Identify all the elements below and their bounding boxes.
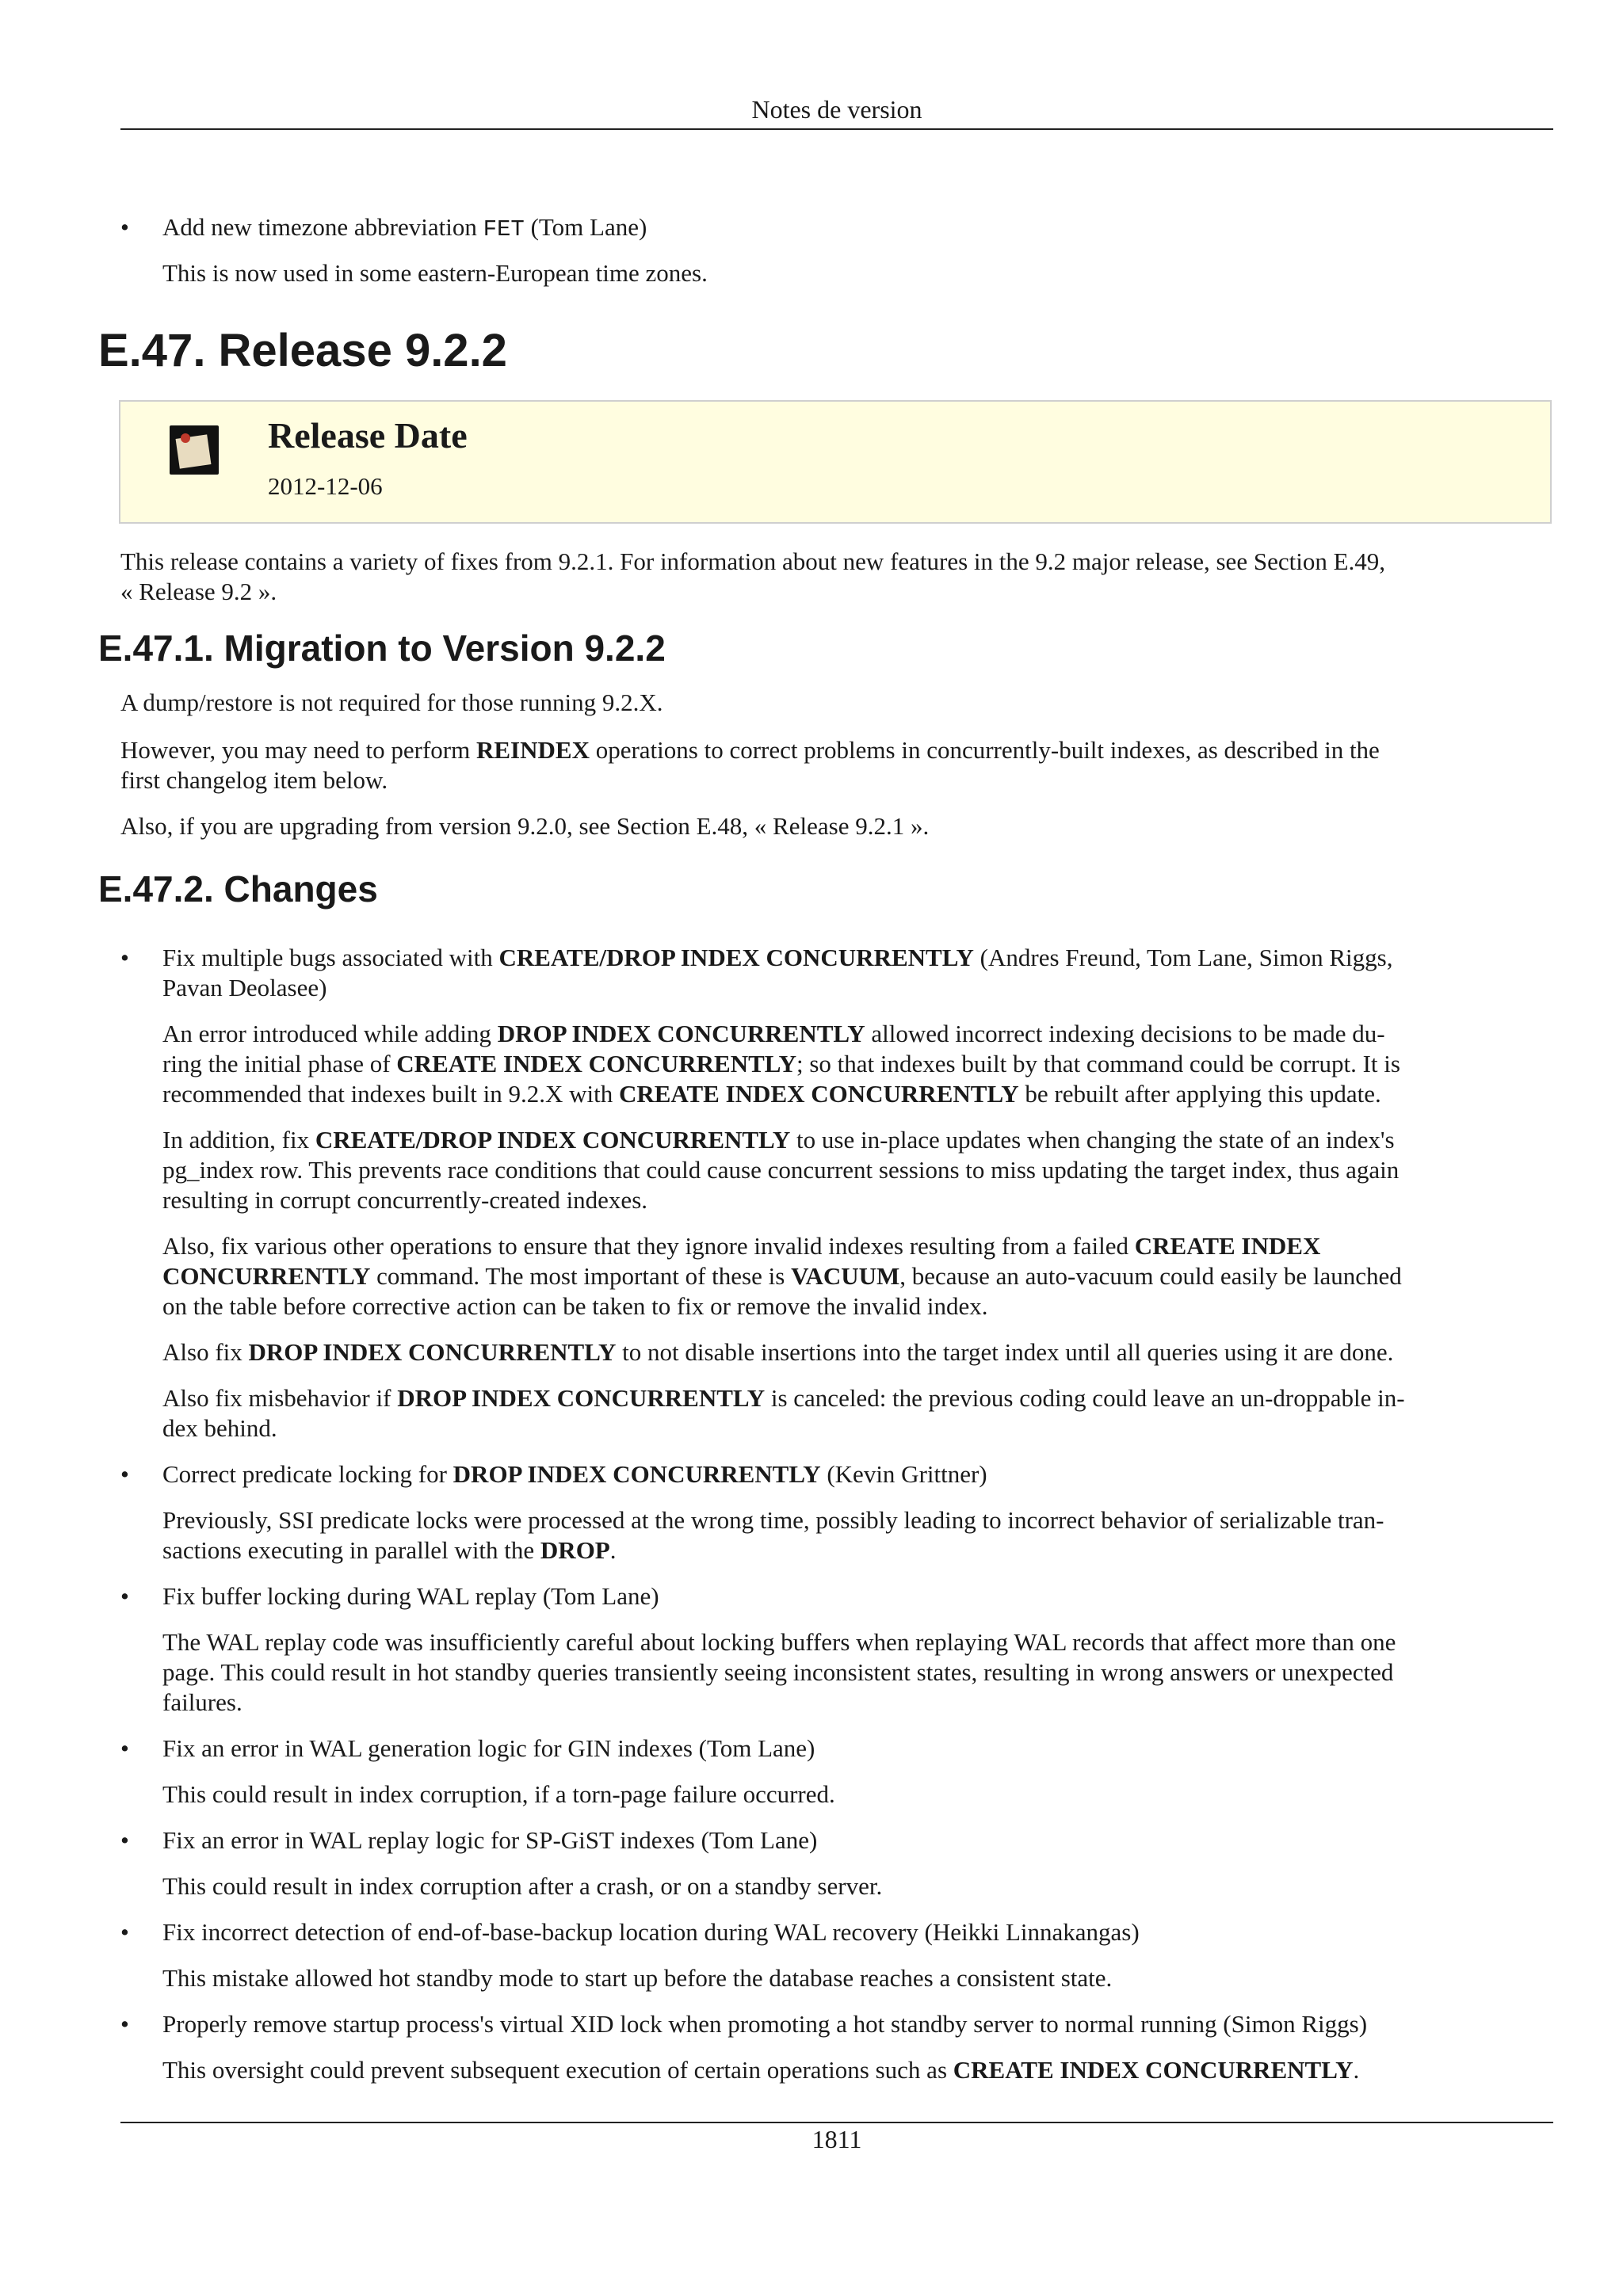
release-summary-line1: This release contains a variety of fixes from 9.2.1. For information about new features in the 9.2 major release, see Section E.49, xyxy=(120,547,1386,575)
release-summary-line2: « Release 9.2 ». xyxy=(120,578,277,605)
release-date-note xyxy=(119,400,1552,524)
bullet-marker: • xyxy=(120,2010,129,2038)
change-1-p5-line1: Also fix misbehavior if DROP INDEX CONCURRENTLY is canceled: the previous coding could leave an un-droppable in- xyxy=(162,1384,1405,1412)
migration-p3: Also, if you are upgrading from version 9.2.0, see Section E.48, « Release 9.2.1 ». xyxy=(120,812,930,840)
change-4-p: This could result in index corruption, if a torn-page failure occurred. xyxy=(162,1780,835,1808)
note-date: 2012-12-06 xyxy=(268,472,383,500)
change-1-p3-line1: Also, fix various other operations to ensure that they ignore invalid indexes resulting from a failed CREATE INDEX xyxy=(162,1232,1321,1260)
change-1-p2-line1: In addition, fix CREATE/DROP INDEX CONCURRENTLY to use in-place updates when changing the state of an index's xyxy=(162,1126,1395,1154)
change-7-p: This oversight could prevent subsequent execution of certain operations such as CREATE INDEX CONCURRENTLY. xyxy=(162,2056,1360,2084)
change-1-p3-line2: CONCURRENTLY command. The most important of these is VACUUM, because an auto-vacuum could easily be launched xyxy=(162,1262,1402,1290)
list-item-fet: Add new timezone abbreviation FET (Tom Lane) xyxy=(162,213,647,242)
page-number: 1811 xyxy=(812,2125,862,2153)
change-1-p1-line1: An error introduced while adding DROP INDEX CONCURRENTLY allowed incorrect indexing decisions to be made du- xyxy=(162,1020,1385,1047)
change-1-p1-line3: recommended that indexes built in 9.2.X with CREATE INDEX CONCURRENTLY be rebuilt after applying this update. xyxy=(162,1080,1381,1108)
subsection-title-changes: E.47.2. Changes xyxy=(98,868,378,910)
list-item-detail: This is now used in some eastern-European time zones. xyxy=(162,259,708,287)
code-fet: FET xyxy=(483,216,525,242)
migration-p1: A dump/restore is not required for those running 9.2.X. xyxy=(120,688,663,716)
subsection-title-migration: E.47.1. Migration to Version 9.2.2 xyxy=(98,627,666,669)
change-item-7: Properly remove startup process's virtual XID lock when promoting a hot standby server to normal running (Simon Riggs) xyxy=(162,2010,1368,2038)
change-item-4: Fix an error in WAL generation logic for GIN indexes (Tom Lane) xyxy=(162,1734,815,1762)
change-3-p-line1: The WAL replay code was insufficiently careful about locking buffers when replaying WAL records that affect more than one xyxy=(162,1628,1396,1656)
change-5-p: This could result in index corruption after a crash, or on a standby server. xyxy=(162,1872,883,1900)
change-3-p-line3: failures. xyxy=(162,1688,242,1716)
bullet-marker: • xyxy=(120,1918,129,1946)
change-2-p-line1: Previously, SSI predicate locks were processed at the wrong time, possibly leading to incorrect behavior of serializable tran- xyxy=(162,1506,1384,1534)
note-title: Release Date xyxy=(268,415,468,456)
change-1-p5-line2: dex behind. xyxy=(162,1414,277,1442)
bullet-marker: • xyxy=(120,213,129,241)
migration-p2-line2: first changelog item below. xyxy=(120,766,388,794)
change-2-p-line2: sactions executing in parallel with the DROP. xyxy=(162,1536,617,1564)
bullet-marker: • xyxy=(120,1826,129,1854)
bullet-marker: • xyxy=(120,1582,129,1610)
change-1-p3-line3: on the table before corrective action can be taken to fix or remove the invalid index. xyxy=(162,1292,988,1320)
bullet-marker: • xyxy=(120,1460,129,1488)
change-1-p2-line2: pg_index row. This prevents race conditions that could cause concurrent sessions to miss updating the target index, thus again xyxy=(162,1156,1400,1184)
change-item-5: Fix an error in WAL replay logic for SP-GiST indexes (Tom Lane) xyxy=(162,1826,818,1854)
change-1-p4: Also fix DROP INDEX CONCURRENTLY to not disable insertions into the target index until all queries using it are done. xyxy=(162,1338,1394,1366)
change-item-1-line1: Fix multiple bugs associated with CREATE/DROP INDEX CONCURRENTLY (Andres Freund, Tom Lane, Simon Riggs, xyxy=(162,944,1393,971)
running-header: Notes de version xyxy=(751,95,922,124)
change-item-1-line2: Pavan Deolasee) xyxy=(162,974,327,1001)
note-icon xyxy=(170,425,219,475)
change-3-p-line2: page. This could result in hot standby queries transiently seeing inconsistent states, resulting in wrong answers or unexpected xyxy=(162,1658,1394,1686)
change-1-p1-line2: ring the initial phase of CREATE INDEX CONCURRENTLY; so that indexes built by that command could be corrupt. It is xyxy=(162,1050,1400,1077)
section-title: E.47. Release 9.2.2 xyxy=(98,325,507,376)
bullet-marker: • xyxy=(120,1734,129,1762)
change-6-p: This mistake allowed hot standby mode to start up before the database reaches a consistent state. xyxy=(162,1964,1113,1992)
change-item-2: Correct predicate locking for DROP INDEX CONCURRENTLY (Kevin Grittner) xyxy=(162,1460,987,1488)
migration-p2-line1: However, you may need to perform REINDEX operations to correct problems in concurrently-built indexes, as described in the xyxy=(120,736,1380,764)
change-item-6: Fix incorrect detection of end-of-base-backup location during WAL recovery (Heikki Linnakangas) xyxy=(162,1918,1140,1946)
bullet-marker: • xyxy=(120,944,129,971)
change-1-p2-line3: resulting in corrupt concurrently-created indexes. xyxy=(162,1186,648,1214)
change-item-3: Fix buffer locking during WAL replay (Tom Lane) xyxy=(162,1582,659,1610)
header-rule xyxy=(120,128,1553,130)
